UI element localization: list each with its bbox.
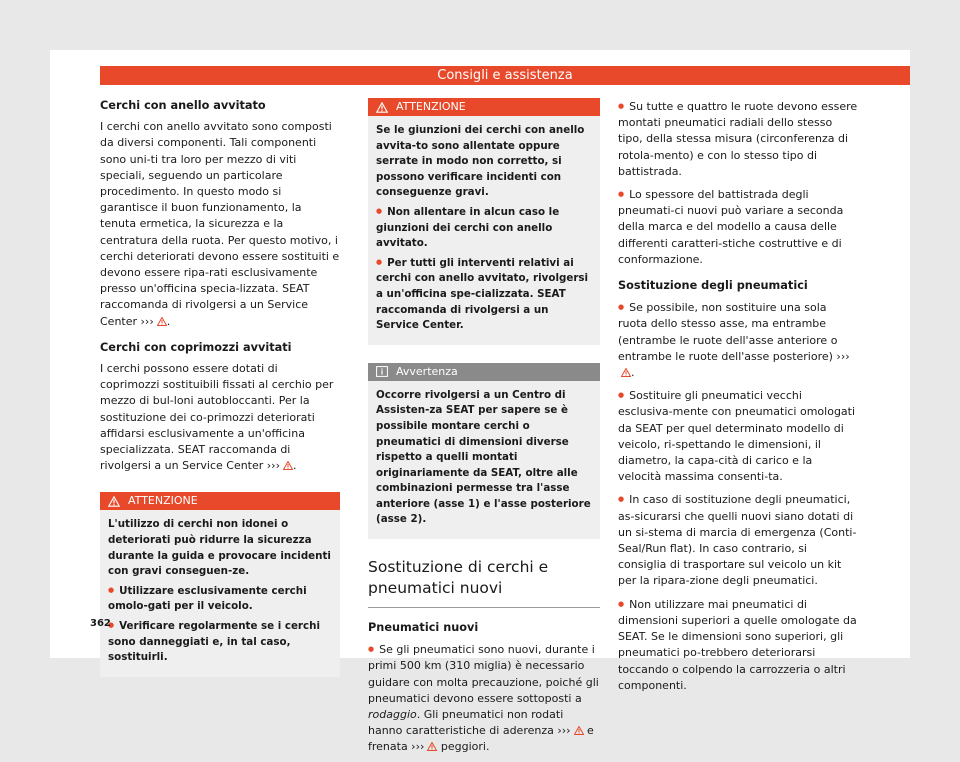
heading-hub-caps: Cerchi con coprimozzi avvitati: [100, 340, 292, 354]
heading-new-tyres: Pneumatici nuovi: [368, 621, 479, 635]
bullet-item: ● Se possibile, non sostituire una sola ruota dello stesso asse, ma entrambe (entrambe le ruote dell'asse anteriore o entrambe le ruote dell'asse posteriore) ›››.: [618, 299, 858, 381]
paragraph-screw-ring-rims: I cerchi con anello avvitato sono composti da diversi componenti. Tali componenti sono uni-ti tra loro per mezzo di viti speciali, seguendo un particolare procedimento. In questo modo si garantisce il buon funzionamento, la tenuta ermetica, la sicurezza e la centratura della ruota. Per questo motivo, i cerchi deteriorati devono essere sostituiti e devono essere ripa-rati esclusivamente presso un'officina specia-lizzata. SEAT raccomanda di rivolgersi a un Service Center ››› .: [100, 120, 340, 328]
bullet-item: ● Sostituire gli pneumatici vecchi esclusiva-mente con pneumatici omologati da SEAT per quel determinato modello di veicolo, ri-spettando le dimensioni, il diametro, la capa-cità di carico e la velocità massima consenti-ta.: [618, 387, 858, 485]
heading-screw-ring-rims: Cerchi con anello avvitato: [100, 99, 266, 112]
bullet-item: ● Lo spessore del battistrada degli pneumati-ci nuovi può variare a seconda della marca e del modello a causa delle differenti caratteri-stiche costruttive e di conformazione.: [618, 186, 858, 268]
bullet-new-tyres: ● Se gli pneumatici sono nuovi, durante i primi 500 km (310 miglia) è necessario guidare con molta precauzione, poiché gli pneumatici devono essere sottoposti a rodaggio. Gli pneumatici non rodati hanno caratteristiche di aderenza ››› e frenata ››› peggiori.: [368, 641, 600, 755]
warning-icon: [108, 496, 120, 507]
warning-bullet: ● Utilizzare esclusivamente cerchi omolo-gati per il veicolo.: [108, 583, 332, 615]
section-title: Sostituzione di cerchi e pneumatici nuovi: [368, 557, 600, 608]
page-number: 362: [90, 618, 111, 629]
warning-icon: [427, 742, 437, 751]
warning-box-header: [100, 492, 340, 510]
manual-page: [50, 50, 910, 754]
warning-box-title: ATTENZIONE: [396, 100, 466, 113]
note-box: [368, 363, 600, 539]
note-text: Occorre rivolgersi a un Centro di Assisten-za SEAT per sapere se è possibile montare cerchi o pneumatici di dimensioni diverse rispetto a quelli montati originariamente da SEAT, oltre alle combinazioni permesse tra l'asse anteriore (asse 1) e l'asse posteriore (asse 2).: [376, 388, 591, 526]
warning-icon: [376, 102, 388, 113]
warning-bullet: ● Verificare regolarmente se i cerchi sono danneggiati e, in tal caso, sostituirli.: [108, 618, 332, 666]
column-middle: [368, 98, 600, 762]
warning-bullet: ● Per tutti gli interventi relativi ai cerchi con anello avvitato, rivolgersi a un'officina spe-cializzata. SEAT raccomanda di rivolgersi a un Service Center.: [376, 255, 592, 334]
warning-icon: [283, 461, 293, 470]
warning-icon: [157, 317, 167, 326]
note-box-header: [368, 363, 600, 381]
info-icon: [376, 366, 388, 377]
note-box-body: [368, 381, 600, 539]
column-right: [618, 98, 858, 700]
warning-box: [100, 492, 340, 676]
warning-box-body: [368, 116, 600, 345]
warning-box-title: ATTENZIONE: [128, 494, 198, 508]
warning-text: Se le giunzioni dei cerchi con anello avvita-to sono allentate oppure serrate in modo non corretto, si possono verificare incidenti con conseguenze gravi.: [376, 124, 585, 199]
paragraph-hub-caps: I cerchi possono essere dotati di coprimozzi sostituibili fissati al cerchio per mezzo di bul-loni autobloccanti. Per la sostituzione dei co-primozzi deteriorati affidarsi esclusivamente a un'officina specializzata. SEAT raccomanda di rivolgersi a un Service Center ››› .: [100, 362, 334, 473]
warning-icon: [621, 368, 631, 377]
warning-bullet: ● Non allentare in alcun caso le giunzioni dei cerchi con anello avvitato.: [376, 204, 592, 252]
column-left: [100, 98, 340, 677]
warning-icon: [574, 726, 584, 735]
note-box-title: Avvertenza: [396, 364, 458, 378]
warning-box-header: [368, 98, 600, 116]
warning-text: L'utilizzo di cerchi non idonei o deteriorati può ridurre la sicurezza durante la guida e provocare incidenti con gravi conseguen-ze.: [108, 518, 331, 578]
heading-tyre-replacement: Sostituzione degli pneumatici: [618, 279, 808, 293]
bullet-item: ● In caso di sostituzione degli pneumatici, as-sicurarsi che quelli nuovi siano dotati di un si-stema di marcia di emergenza (Conti-Seal/Run flat). In caso contrario, si consiglia di trasportare sul veicolo un kit per la ripara-zione degli pneumatici.: [618, 491, 858, 589]
bullet-item: ● Su tutte e quattro le ruote devono essere montati pneumatici radiali dello stesso tipo, della stessa misura (circonferenza di rotola-mento) e con lo stesso tipo di battistrada.: [618, 98, 858, 180]
section-header: Consigli e assistenza: [100, 66, 910, 85]
bullet-item: ● Non utilizzare mai pneumatici di dimensioni superiori a quelle omologate da SEAT. Se le dimensioni sono superiori, gli pneumatici po-trebbero deteriorarsi toccando o colpendo la carrozzeria o altri componenti.: [618, 596, 858, 694]
warning-box: [368, 98, 600, 345]
warning-box-body: [100, 510, 340, 676]
